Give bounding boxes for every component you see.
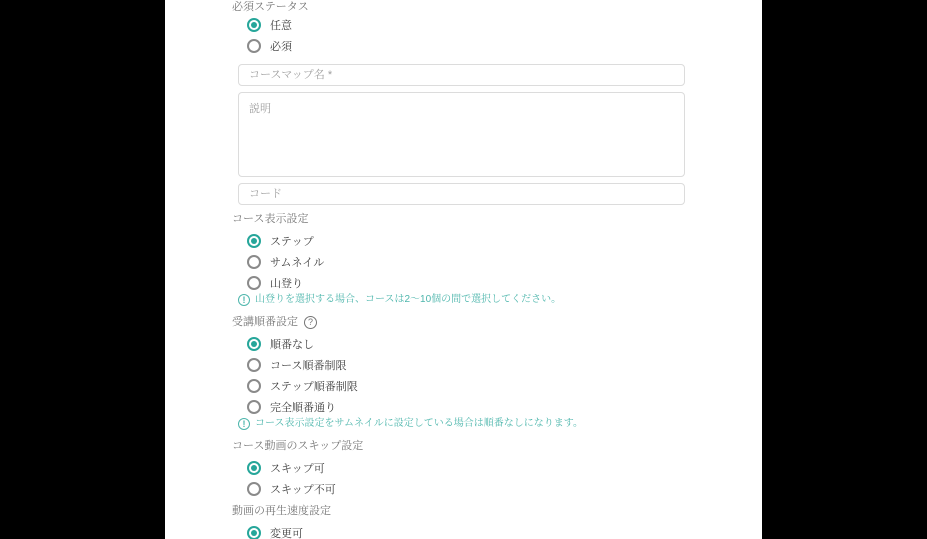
radio-option-label[interactable]: コース順番制限 xyxy=(270,359,347,372)
field-label-text: 受講順番設定 xyxy=(232,316,298,328)
radio-option-label[interactable]: 完全順番通り xyxy=(270,401,336,414)
radio-option-course-order-limit[interactable] xyxy=(232,354,685,375)
code-input[interactable] xyxy=(238,183,685,205)
info-icon: ! xyxy=(238,294,250,306)
field-label-required-status xyxy=(232,0,685,14)
radio-option-step[interactable] xyxy=(232,230,685,251)
radio-option-skip-allowed[interactable] xyxy=(232,457,685,478)
radio-icon[interactable] xyxy=(247,337,261,351)
radio-icon[interactable] xyxy=(247,400,261,414)
radio-group-required-status xyxy=(232,14,685,56)
field-label-text: コース表示設定 xyxy=(232,213,309,225)
radio-icon[interactable] xyxy=(247,358,261,372)
radio-option-label[interactable]: 任意 xyxy=(270,19,292,32)
radio-icon[interactable] xyxy=(247,461,261,475)
radio-group-video-skip xyxy=(232,457,685,499)
field-label-playback-speed xyxy=(232,504,685,518)
content-panel xyxy=(165,0,762,539)
field-label-learning-order xyxy=(232,315,685,329)
radio-icon[interactable] xyxy=(247,379,261,393)
help-icon[interactable]: ? xyxy=(304,316,317,329)
note-text: 山登りを選択する場合、コースは2〜10個の間で選択してください。 xyxy=(255,294,562,305)
radio-option-optional[interactable] xyxy=(232,14,685,35)
radio-group-learning-order xyxy=(232,333,685,417)
field-label-video-skip xyxy=(232,439,685,453)
radio-option-label[interactable]: 山登り xyxy=(270,277,303,290)
radio-option-step-order-limit[interactable] xyxy=(232,375,685,396)
radio-option-label[interactable]: スキップ不可 xyxy=(270,483,336,496)
radio-icon[interactable] xyxy=(247,482,261,496)
radio-option-required[interactable] xyxy=(232,35,685,56)
radio-group-playback-speed xyxy=(232,522,685,539)
field-label-text: 必須ステータス xyxy=(232,1,309,13)
course-map-settings-form xyxy=(232,0,685,539)
course-map-name-input[interactable] xyxy=(238,64,685,86)
radio-option-full-order[interactable] xyxy=(232,396,685,417)
radio-option-label[interactable]: ステップ xyxy=(270,235,314,248)
radio-option-mountain-climbing[interactable] xyxy=(232,272,685,293)
field-label-text: 動画の再生速度設定 xyxy=(232,505,331,517)
radio-option-label[interactable]: ステップ順番制限 xyxy=(270,380,358,393)
radio-option-label[interactable]: 変更可 xyxy=(270,527,303,539)
course-display-note xyxy=(232,293,685,307)
field-label-text: コース動画のスキップ設定 xyxy=(232,440,364,452)
radio-option-label[interactable]: 順番なし xyxy=(270,338,314,351)
radio-option-skip-not-allowed[interactable] xyxy=(232,478,685,499)
description-textarea[interactable] xyxy=(238,92,685,177)
learning-order-note xyxy=(232,417,685,431)
field-label-course-display xyxy=(232,212,685,226)
radio-icon[interactable] xyxy=(247,276,261,290)
radio-option-label[interactable]: スキップ可 xyxy=(270,462,325,475)
radio-option-change-allowed[interactable] xyxy=(232,522,685,539)
radio-icon[interactable] xyxy=(247,234,261,248)
radio-icon[interactable] xyxy=(247,18,261,32)
radio-option-no-order[interactable] xyxy=(232,333,685,354)
radio-group-course-display xyxy=(232,230,685,293)
note-text: コース表示設定をサムネイルに設定している場合は順番なしになります。 xyxy=(255,418,583,429)
radio-option-label[interactable]: サムネイル xyxy=(270,256,325,269)
info-icon: ! xyxy=(238,418,250,430)
radio-option-label[interactable]: 必須 xyxy=(270,40,292,53)
radio-icon[interactable] xyxy=(247,255,261,269)
radio-option-thumbnail[interactable] xyxy=(232,251,685,272)
radio-icon[interactable] xyxy=(247,39,261,53)
radio-icon[interactable] xyxy=(247,526,261,539)
